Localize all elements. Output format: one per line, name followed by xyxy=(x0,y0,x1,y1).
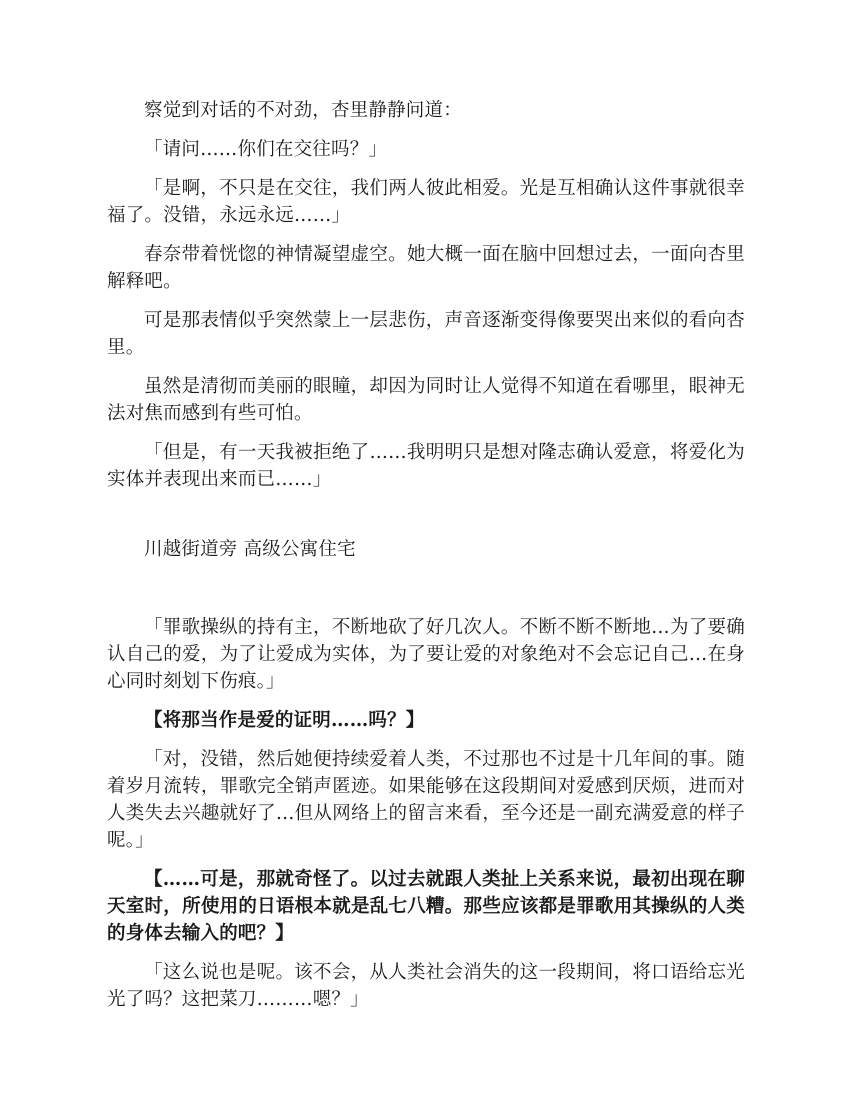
paragraph: 春奈带着恍惚的神情凝望虚空。她大概一面在脑中回想过去，一面向杏里解释吧。 xyxy=(107,244,745,292)
paragraph-bold: 【将那当作是爱的证明……吗？】 xyxy=(144,710,425,731)
paragraph: 「但是，有一天我被拒绝了……我明明只是想对隆志确认爱意，将爱化为实体并表现出来而已……」 xyxy=(107,442,745,490)
document-page xyxy=(107,97,745,1025)
paragraph: 「请问……你们在交往吗？」 xyxy=(144,139,388,160)
paragraph: 「这么说也是呢。该不会，从人类社会消失的这一段期间，将口语给忘光光了吗？这把菜刀………嗯？」 xyxy=(107,962,745,1010)
section-heading: 川越街道旁 高级公寓住宅 xyxy=(144,539,356,560)
paragraph-bold: 【……可是，那就奇怪了。以过去就跟人类扯上关系来说，最初出现在聊天室时，所使用的日语根本就是乱七八糟。那些应该都是罪歌用其操纵的人类的身体去输入的吧？】 xyxy=(107,869,745,944)
paragraph: 虽然是清彻而美丽的眼瞳，却因为同时让人觉得不知道在看哪里，眼神无法对焦而感到有些可怕。 xyxy=(107,376,745,424)
paragraph: 「罪歌操纵的持有主，不断地砍了好几次人。不断不断不断地…为了要确认自己的爱，为了让爱成为实体，为了要让爱的对象绝对不会忘记自己…在身心同时刻划下伤痕。」 xyxy=(107,617,745,692)
paragraph: 「是啊，不只是在交往，我们两人彼此相爱。光是互相确认这件事就很幸福了。没错，永远永远……」 xyxy=(107,178,745,226)
paragraph: 可是那表情似乎突然蒙上一层悲伤，声音逐渐变得像要哭出来似的看向杏里。 xyxy=(107,310,745,358)
paragraph: 察觉到对话的不对劲，杏里静静问道： xyxy=(144,100,462,121)
paragraph: 「对，没错，然后她便持续爱着人类，不过那也不过是十几年间的事。随着岁月流转，罪歌完全销声匿迹。如果能够在这段期间对爱感到厌烦，进而对人类失去兴趣就好了…但从网络上的留言来看，至今还是一副充满爱意的样子呢。」 xyxy=(107,749,745,851)
